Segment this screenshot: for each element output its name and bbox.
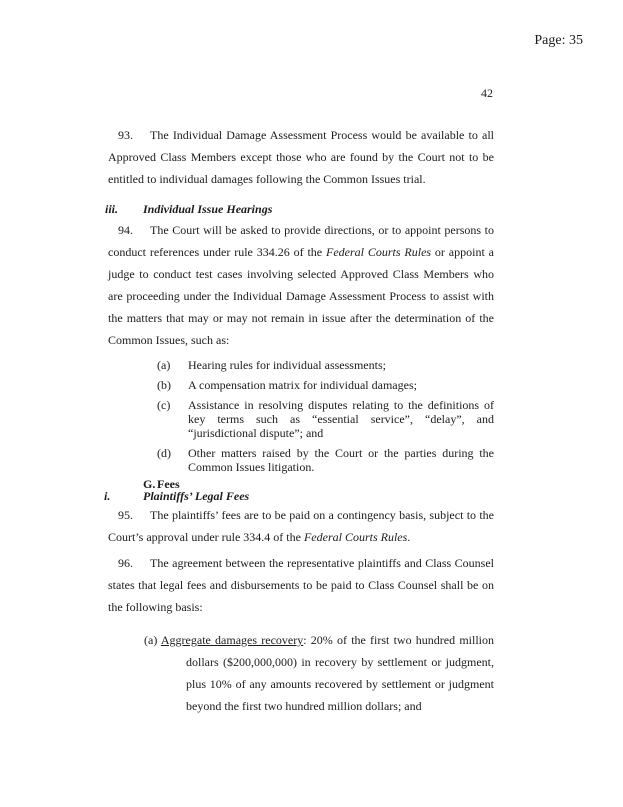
paragraph-96 — [108, 552, 494, 618]
paragraph-95-italic-citation: Federal Courts Rules — [303, 530, 408, 544]
section-heading-i-plaintiffs-legal-fees — [104, 489, 494, 504]
paragraph-93 — [108, 124, 494, 190]
section-i-label: i. — [104, 489, 111, 503]
viewer-page-label: Page: 35 — [534, 33, 583, 48]
paragraph-94-number: 94. — [118, 223, 133, 237]
section-i-title: Plaintiffs’ Legal Fees — [143, 489, 250, 503]
list-item-a-text: Hearing rules for individual assessments; — [188, 358, 386, 372]
list-item-d — [157, 446, 494, 474]
document-page-number: 42 — [481, 86, 493, 100]
section-g-label: G. — [143, 477, 156, 491]
paragraph-95 — [108, 504, 494, 548]
paragraph-94-italic-citation: Federal Courts Rules — [326, 245, 432, 259]
list-item-c-text: Assistance in resolving disputes relating to the definitions of key terms such as “essential service”, “delay”, and “jurisdictional dispute”; and — [188, 398, 494, 440]
paragraph-94-text-after-italic: or appoint a judge to conduct test cases involving selected Approved Class Members who are proceeding under the Individual Damage Assessment Process to assist with the matters that may or may not remain in issue after the determination of the Common Issues, such as: — [108, 245, 494, 347]
subitem-a-label: (a) — [144, 633, 161, 647]
subitem-a-underlined-phrase: Aggregate damages recovery — [160, 633, 304, 647]
paragraph-96-text: The agreement between the representative plaintiffs and Class Counsel states that legal fees and disbursements to be paid to Class Counsel shall be on the following basis: — [108, 556, 494, 614]
list-item-c — [157, 398, 494, 440]
paragraph-96-number: 96. — [118, 556, 133, 570]
paragraph-94 — [108, 219, 494, 351]
list-item-b — [157, 378, 494, 392]
section-iii-label: iii. — [105, 202, 119, 216]
list-item-b-text: A compensation matrix for individual damages; — [188, 378, 417, 392]
section-iii-title: Individual Issue Hearings — [143, 202, 273, 216]
paragraph-93-number: 93. — [118, 128, 133, 142]
list-item-a — [157, 358, 494, 372]
paragraph-93-text: The Individual Damage Assessment Process would be available to all Approved Class Members except those who are found by the Court not to be entitled to individual damages following the Common Issues trial. — [108, 128, 494, 186]
section-heading-iii-individual-issue-hearings — [105, 202, 494, 217]
list-item-c-label: (c) — [157, 398, 171, 412]
section-g-title: Fees — [157, 477, 180, 491]
document-body — [104, 0, 495, 717]
list-item-d-label: (d) — [157, 446, 171, 460]
paragraph-94-text-before-italic: The Court will be asked to provide directions, or to appoint persons to conduct references under rule 334.26 of the — [108, 223, 494, 259]
list-item-a-label: (a) — [157, 358, 171, 372]
list-item-d-text: Other matters raised by the Court or the parties during the Common Issues litigation. — [188, 446, 494, 474]
subitem-a-text: : 20% of the first two hundred million dollars ($200,000,000) in recovery by settlement or judgment, plus 10% of any amounts recovered by settlement or judgment beyond the first two hundred million dollars; and — [186, 633, 495, 713]
paragraph-95-text-after-italic: . — [407, 530, 411, 544]
paragraph-95-text-before-italic: The plaintiffs’ fees are to be paid on a contingency basis, subject to the Court’s approval under rule 334.4 of the — [108, 508, 494, 544]
paragraph-96-subitem-a — [144, 629, 494, 717]
paragraph-95-number: 95. — [118, 508, 133, 522]
list-94-subitems — [157, 358, 494, 474]
list-item-b-label: (b) — [157, 378, 171, 392]
